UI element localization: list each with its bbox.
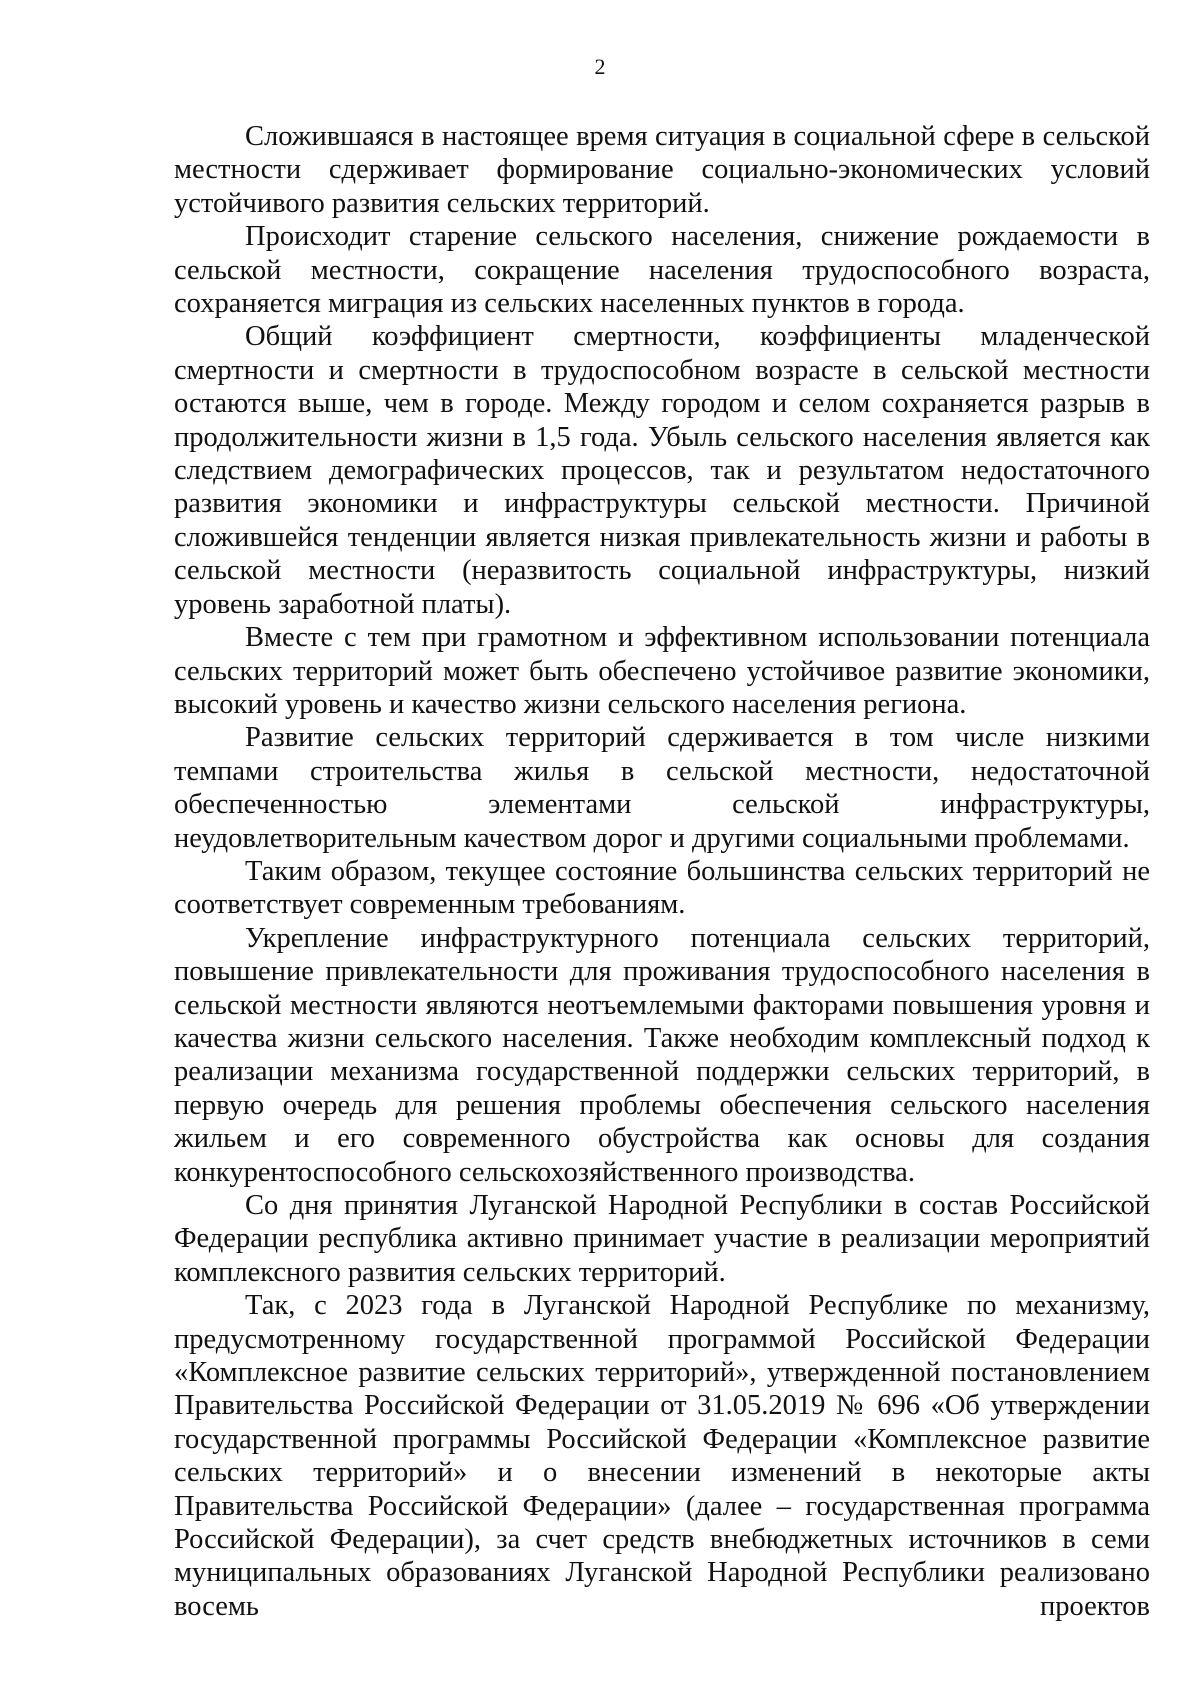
paragraph-population-aging: Происходит старение сельского населения, снижение рождаемости в сельской местности, сокращение населения трудоспособного возраста, сохраняется миграция из сельских населенных пунктов в города. — [174, 221, 1150, 320]
document-body — [174, 120, 1150, 1623]
paragraph-social-situation: Сложившаяся в настоящее время ситуация в социальной сфере в сельской местности сдерживает формирование социально-экономических условий устойчивого развития сельских территорий. — [174, 121, 1150, 219]
paragraph-mortality: Общий коэффициент смертности, коэффициенты младенческой смертности и смертности в трудоспособном возрасте в сельской местности остаются выше, чем в городе. Между городом и селом сохраняется разрыв в продолжительности жизни в 1,5 года. Убыль сельского населения является как следствием демографических процессов, так и результатом недостаточного развития экономики и инфраструктуры сельской местности. Причиной сложившейся тенденции является низкая привлекательность жизни и работы в сельской местности (неразвитость социальной инфраструктуры, низкий уровень заработной платы). — [174, 321, 1150, 620]
page-number: 2 — [594, 54, 606, 79]
paragraph-lnr-participation: Со дня принятия Луганской Народной Республики в состав Российской Федерации республика активно принимает участие в реализации мероприятий комплексного развития сельских территорий. — [174, 1190, 1150, 1288]
paragraph-state-program: Так, с 2023 года в Луганской Народной Республике по механизму, предусмотренному государственной программой Российской Федерации «Комплексное развитие сельских территорий», утвержденной постановлением Правительства Российской Федерации от 31.05.2019 № 696 «Об утверждении государственной программы Российской Федерации «Комплексное развитие сельских территорий» и о внесении изменений в некоторые акты Правительства Российской Федерации» (далее – государственная программа Российской Федерации), за счет средств внебюджетных источников в семи муниципальных образованиях Луганской Народной Республики реализовано восемь проектов — [174, 1290, 1150, 1622]
paragraph-potential: Вместе с тем при грамотном и эффективном использовании потенциала сельских территорий может быть обеспечено устойчивое развитие экономики, высокий уровень и качество жизни сельского населения региона. — [174, 622, 1150, 720]
paragraph-current-state: Таким образом, текущее состояние большинства сельских территорий не соответствует современным требованиям. — [174, 855, 1150, 921]
paragraph-infrastructure: Укрепление инфраструктурного потенциала сельских территорий, повышение привлекательности для проживания трудоспособного населения в сельской местности являются неотъемлемыми факторами повышения уровня и качества жизни сельского населения. Также необходим комплексный подход к реализации механизма государственной поддержки сельских территорий, в первую очередь для решения проблемы обеспечения сельского населения жильем и его современного обустройства как основы для создания конкурентоспособного сельскохозяйственного производства. — [174, 922, 1150, 1188]
paragraph-development-constraints: Развитие сельских территорий сдерживается в том числе низкими темпами строительства жилья в сельской местности, недостаточной обеспеченностью элементами сельской инфраструктуры, неудовлетворительным качеством дорог и другими социальными проблемами. — [174, 722, 1150, 854]
